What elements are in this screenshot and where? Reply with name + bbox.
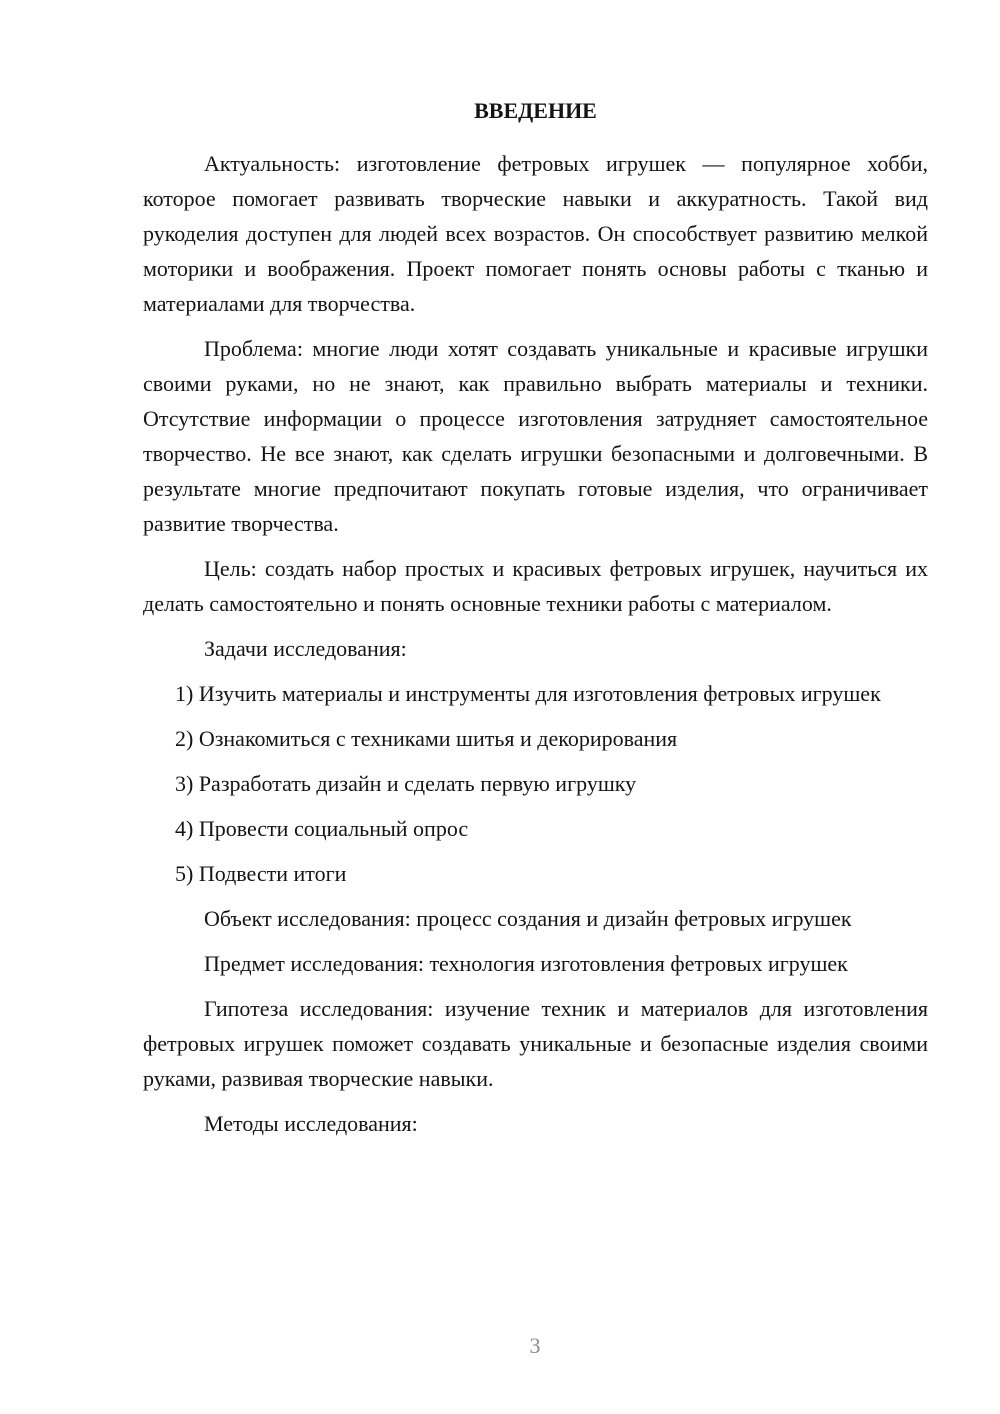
paragraph-relevance: Актуальность: изготовление фетровых игрушек — популярное хобби, которое помогает развивать творческие навыки и аккуратность. Такой вид рукоделия доступен для людей всех возрастов. Он способствует развитию мелкой моторики и воображения. Проект помогает понять основы работы с тканью и материалами для творчества. — [143, 151, 928, 316]
paragraph-object: Объект исследования: процесс создания и дизайн фетровых игрушек — [204, 906, 852, 931]
paragraph-goal: Цель: создать набор простых и красивых фетровых игрушек, научиться их делать самостоятельно и понять основные техники работы с материалом. — [143, 556, 928, 616]
page-number: 3 — [529, 1333, 541, 1358]
paragraph-hypothesis: Гипотеза исследования: изучение техник и материалов для изготовления фетровых игрушек поможет создавать уникальные и безопасные изделия своими руками, развивая творческие навыки. — [143, 996, 928, 1091]
tasks-list — [143, 676, 928, 891]
list-item: 4) Провести социальный опрос — [175, 816, 469, 841]
methods-heading: Методы исследования: — [204, 1111, 418, 1136]
list-item: 1) Изучить материалы и инструменты для изготовления фетровых игрушек — [175, 681, 881, 706]
tasks-heading: Задачи исследования: — [204, 636, 407, 661]
list-item: 2) Ознакомиться с техниками шитья и декорирования — [175, 726, 678, 751]
section-title: ВВЕДЕНИЕ — [474, 98, 597, 123]
list-item: 3) Разработать дизайн и сделать первую игрушку — [175, 771, 637, 796]
list-item: 5) Подвести итоги — [175, 861, 347, 886]
page-content — [143, 96, 928, 1141]
paragraph-subject: Предмет исследования: технология изготовления фетровых игрушек — [204, 951, 848, 976]
paragraph-problem: Проблема: многие люди хотят создавать уникальные и красивые игрушки своими руками, но не знают, как правильно выбрать материалы и техники. Отсутствие информации о процессе изготовления затрудняет самостоятельное творчество. Не все знают, как сделать игрушки безопасными и долговечными. В результате многие предпочитают покупать готовые изделия, что ограничивает развитие творчества. — [143, 336, 928, 536]
